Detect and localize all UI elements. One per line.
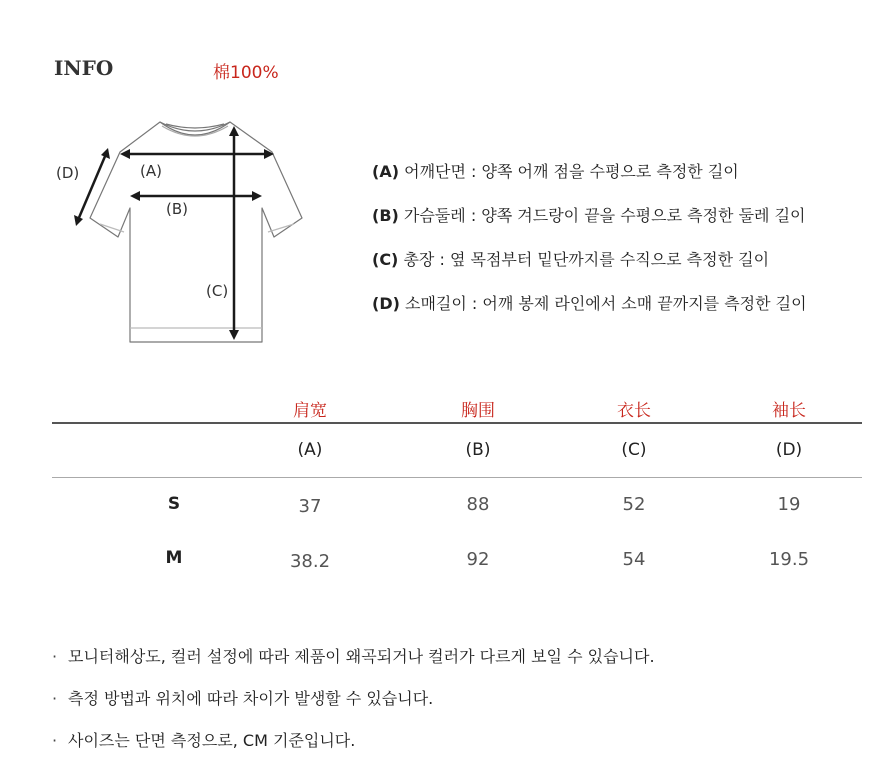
- size-label: M: [165, 548, 183, 568]
- label-a: (A): [140, 162, 162, 180]
- header-c: (C): [621, 440, 647, 460]
- note-item: · 사이즈는 단면 측정으로, CM 기준입니다.: [52, 726, 655, 768]
- material-label: 棉100%: [213, 63, 279, 83]
- table-header-rule: [52, 477, 862, 478]
- header-length: 衣长: [617, 401, 651, 421]
- bullet-dot: ·: [52, 731, 58, 750]
- note-item: · 모니터해상도, 컬러 설정에 따라 제품이 왜곡되거나 컬러가 다르게 보일 수 있습니다.: [52, 642, 655, 684]
- label-c: (C): [206, 282, 229, 300]
- notes-list: [52, 642, 655, 768]
- definition-row: (D) 소매길이 : 어깨 봉제 라인에서 소매 끝까지를 측정한 길이: [372, 294, 807, 313]
- sleeve-arrow: [78, 154, 106, 220]
- bullet-dot: ·: [52, 647, 58, 666]
- label-d: (D): [56, 164, 80, 182]
- table-top-rule: [52, 422, 862, 424]
- size-label: S: [167, 494, 181, 514]
- value-cell: 19.5: [768, 549, 810, 570]
- value-cell: 37: [298, 496, 322, 517]
- info-title: INFO: [54, 56, 114, 80]
- value-cell: 92: [466, 549, 490, 570]
- measure-arrows: [74, 126, 274, 340]
- definition-row: (B) 가슴둘레 : 양쪽 겨드랑이 끝을 수평으로 측정한 둘레 길이: [372, 206, 806, 225]
- value-cell: 38.2: [289, 551, 331, 572]
- definition-row: (C) 총장 : 옆 목점부터 밑단까지를 수직으로 측정한 길이: [372, 250, 770, 269]
- definition-row: (A) 어깨단면 : 양쪽 어깨 점을 수평으로 측정한 길이: [372, 162, 739, 181]
- header-sleeve: 袖长: [772, 401, 806, 421]
- bullet-dot: ·: [52, 689, 58, 708]
- value-cell: 88: [466, 494, 490, 515]
- header-b: (B): [465, 440, 491, 460]
- header-a: (A): [297, 440, 323, 460]
- header-chest: 胸围: [461, 401, 495, 421]
- measurement-definitions: [372, 158, 807, 334]
- label-b: (B): [166, 200, 188, 218]
- value-cell: 19: [777, 494, 801, 515]
- tshirt-measurement-diagram: [40, 100, 330, 360]
- value-cell: 54: [622, 549, 646, 570]
- header-shoulder: 肩宽: [293, 401, 327, 421]
- value-cell: 52: [622, 494, 646, 515]
- header-d: (D): [775, 440, 803, 460]
- note-item: · 측정 방법과 위치에 따라 차이가 발생할 수 있습니다.: [52, 684, 655, 726]
